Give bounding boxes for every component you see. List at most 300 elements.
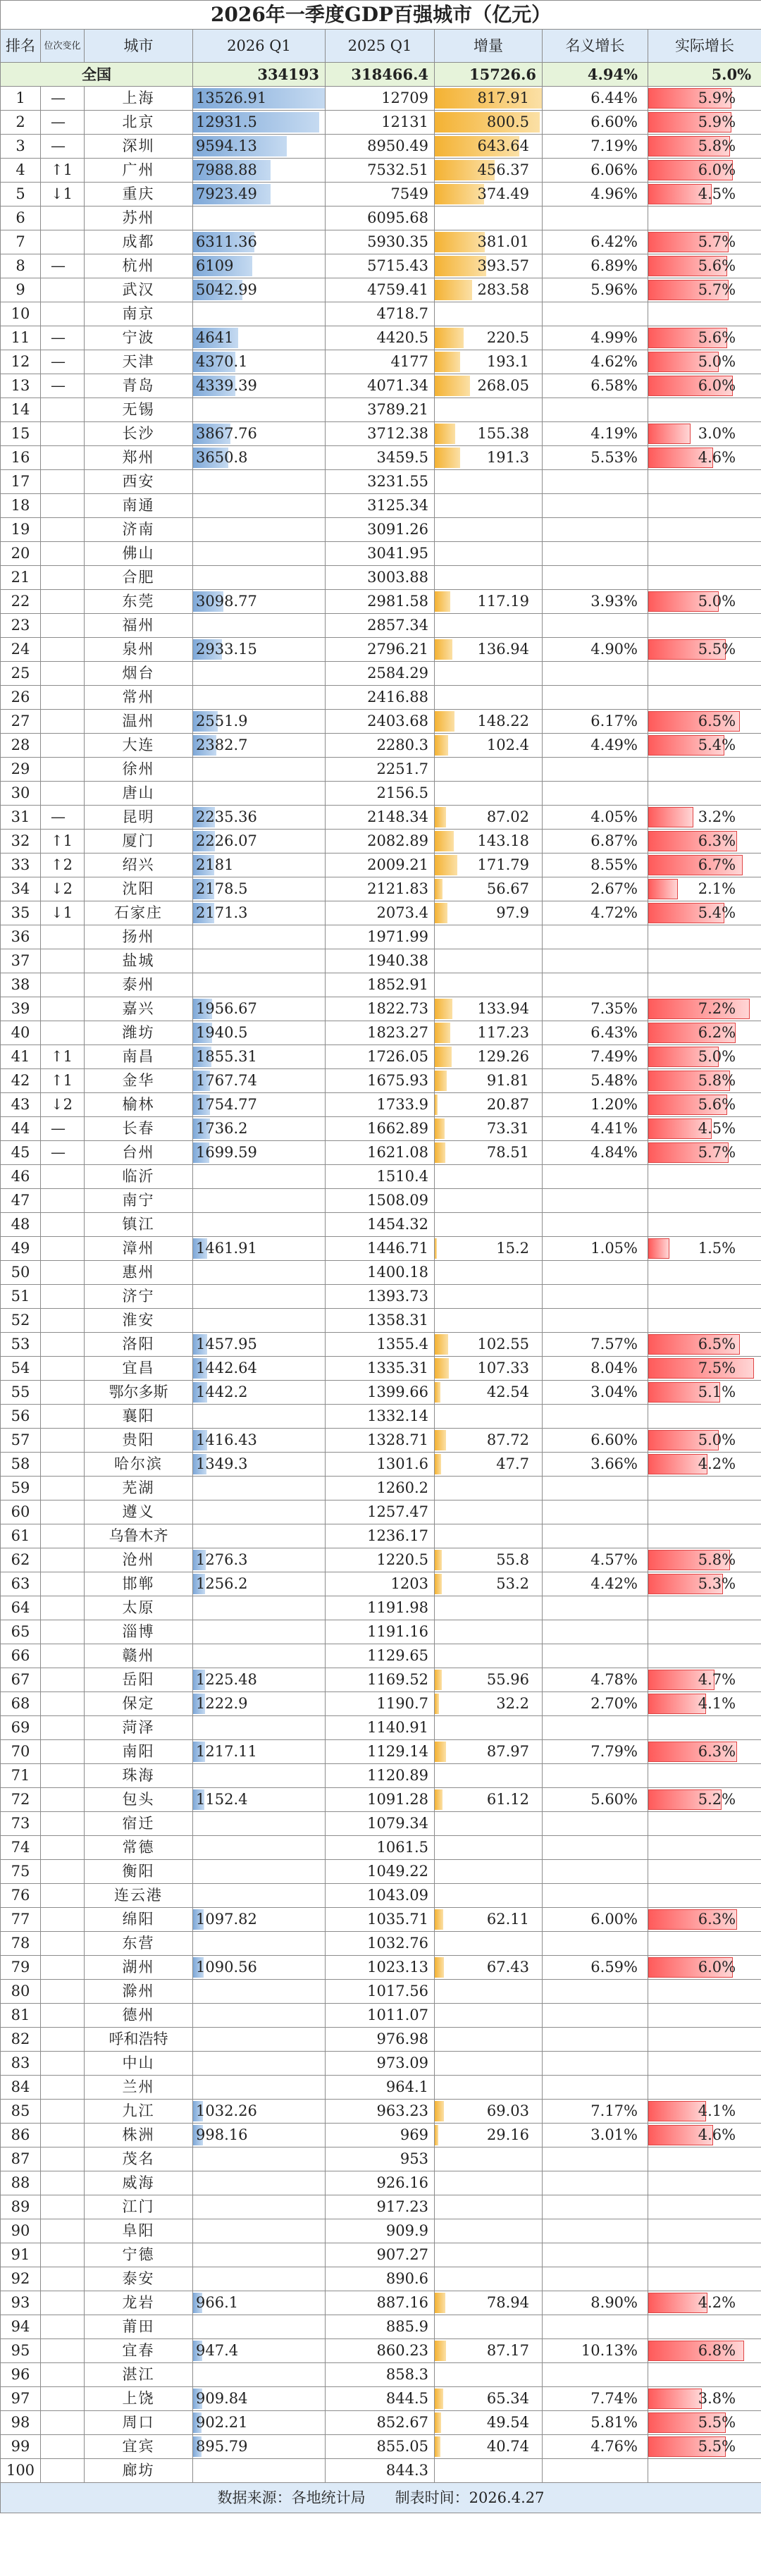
q1-2026-cell	[193, 111, 326, 135]
rank-cell: 56	[1, 1405, 41, 1429]
table-row	[1, 1788, 761, 1812]
increase-cell	[435, 1884, 543, 1908]
real-growth-cell-value: 3.8%	[698, 2390, 736, 2407]
nominal-growth-cell: 4.76%	[543, 2435, 648, 2459]
real-growth-cell	[648, 1764, 761, 1788]
nominal-growth-cell	[543, 1860, 648, 1884]
increase-cell	[435, 1141, 543, 1165]
rank-cell: 4	[1, 159, 41, 183]
city-cell: 淮安	[85, 1309, 193, 1333]
q1-2025-cell: 1120.89	[326, 1764, 435, 1788]
nominal-growth-cell	[543, 973, 648, 997]
national-q1-2025: 318466.4	[326, 63, 435, 87]
increase-cell	[435, 207, 543, 230]
rank-change-cell	[41, 422, 85, 446]
city-cell: 宿迁	[85, 1812, 193, 1836]
city-cell: 嘉兴	[85, 997, 193, 1021]
q1-2025-cell: 1454.32	[326, 1213, 435, 1237]
city-cell: 宁德	[85, 2243, 193, 2267]
national-label: 全国	[1, 63, 193, 87]
q1-2026-cell-value: 1442.64	[196, 1360, 257, 1376]
q1-2026-cell-value: 7988.88	[196, 161, 257, 178]
city-cell: 绍兴	[85, 853, 193, 877]
increase-cell-value: 171.79	[477, 856, 529, 873]
rank-change-cell	[41, 2291, 85, 2315]
q1-2026-cell	[193, 710, 326, 734]
q1-2026-cell	[193, 997, 326, 1021]
increase-bar	[435, 1574, 442, 1594]
city-cell: 湖州	[85, 1956, 193, 1980]
q1-2025-cell: 2121.83	[326, 877, 435, 901]
q1-2025-cell: 1393.73	[326, 1285, 435, 1309]
real-growth-cell	[648, 1524, 761, 1548]
q1-2025-cell: 1023.13	[326, 1956, 435, 1980]
q1-2026-cell	[193, 2171, 326, 2195]
footer-row	[1, 2483, 761, 2513]
city-cell: 深圳	[85, 135, 193, 159]
real-growth-cell-value: 4.2%	[698, 1455, 736, 1472]
rank-change-cell	[41, 2411, 85, 2435]
real-growth-cell	[648, 1093, 761, 1117]
q1-2026-cell-value: 2382.7	[196, 737, 248, 753]
real-growth-cell	[648, 853, 761, 877]
real-growth-cell	[648, 638, 761, 662]
table-row	[1, 326, 761, 350]
increase-bar	[435, 1742, 446, 1762]
rank-change-cell: ↑1	[41, 159, 85, 183]
increase-bar	[435, 1789, 443, 1810]
rank-cell: 85	[1, 2100, 41, 2124]
q1-2025-cell: 2156.5	[326, 782, 435, 806]
increase-bar	[435, 855, 457, 875]
increase-bar	[435, 2436, 440, 2457]
header-increase: 增量	[435, 30, 543, 63]
increase-cell	[435, 374, 543, 398]
rank-cell: 10	[1, 302, 41, 326]
increase-cell	[435, 2219, 543, 2243]
rank-cell: 41	[1, 1045, 41, 1069]
table-row	[1, 1932, 761, 1956]
rank-cell: 25	[1, 662, 41, 686]
rank-cell: 12	[1, 350, 41, 374]
city-cell: 南京	[85, 302, 193, 326]
increase-cell	[435, 1644, 543, 1668]
rank-cell: 62	[1, 1548, 41, 1572]
q1-2025-cell: 963.23	[326, 2100, 435, 2124]
increase-cell	[435, 1189, 543, 1213]
q1-2026-cell	[193, 1716, 326, 1740]
real-growth-cell	[648, 135, 761, 159]
rank-change-cell	[41, 1429, 85, 1453]
real-growth-cell	[648, 566, 761, 590]
table-row	[1, 1381, 761, 1405]
nominal-growth-cell	[543, 1884, 648, 1908]
nominal-growth-cell: 7.79%	[543, 1740, 648, 1764]
real-growth-cell-value: 3.0%	[698, 425, 736, 442]
real-growth-cell	[648, 1477, 761, 1500]
rank-change-cell	[41, 494, 85, 518]
increase-cell-value: 87.02	[486, 808, 529, 825]
city-cell: 金华	[85, 1069, 193, 1093]
q1-2026-cell	[193, 230, 326, 254]
rank-cell: 28	[1, 734, 41, 758]
rank-cell: 72	[1, 1788, 41, 1812]
q1-2026-cell-value: 947.4	[196, 2342, 239, 2359]
table-row	[1, 2315, 761, 2339]
nominal-growth-cell	[543, 566, 648, 590]
q1-2026-cell	[193, 1620, 326, 1644]
q1-2026-cell-value: 1767.74	[196, 1072, 257, 1089]
increase-cell	[435, 1093, 543, 1117]
nominal-growth-cell	[543, 494, 648, 518]
increase-cell-value: 29.16	[486, 2126, 529, 2143]
q1-2026-cell-value: 998.16	[196, 2126, 248, 2143]
increase-cell-value: 32.2	[496, 1695, 529, 1712]
real-growth-cell-value: 5.5%	[698, 641, 736, 658]
q1-2026-cell	[193, 1045, 326, 1069]
q1-2026-cell	[193, 686, 326, 710]
real-growth-cell	[648, 925, 761, 949]
q1-2026-cell	[193, 1812, 326, 1836]
nominal-growth-cell	[543, 2267, 648, 2291]
rank-cell: 86	[1, 2124, 41, 2147]
real-growth-cell	[648, 1668, 761, 1692]
q1-2026-cell	[193, 1644, 326, 1668]
real-growth-cell	[648, 1189, 761, 1213]
table-row	[1, 877, 761, 901]
nominal-growth-cell: 7.35%	[543, 997, 648, 1021]
q1-2026-cell-value: 1222.9	[196, 1695, 248, 1712]
rank-change-cell: —	[41, 111, 85, 135]
q1-2026-cell-value: 1736.2	[196, 1120, 248, 1137]
table-row	[1, 230, 761, 254]
rank-cell: 17	[1, 470, 41, 494]
real-growth-cell	[648, 2363, 761, 2387]
q1-2025-cell: 1049.22	[326, 1860, 435, 1884]
city-cell: 太原	[85, 1596, 193, 1620]
q1-2026-cell	[193, 1069, 326, 1093]
rank-cell: 57	[1, 1429, 41, 1453]
increase-cell-value: 283.58	[477, 281, 529, 298]
real-growth-cell-value: 5.1%	[698, 1383, 736, 1400]
real-growth-cell-value: 4.6%	[698, 449, 736, 466]
table-row	[1, 2219, 761, 2243]
rank-change-cell	[41, 1524, 85, 1548]
increase-cell-value: 42.54	[486, 1383, 529, 1400]
real-growth-bar	[648, 424, 691, 444]
real-growth-cell	[648, 877, 761, 901]
q1-2025-cell: 885.9	[326, 2315, 435, 2339]
table-row	[1, 1908, 761, 1932]
city-cell: 佛山	[85, 542, 193, 566]
city-cell: 芜湖	[85, 1477, 193, 1500]
q1-2025-cell: 917.23	[326, 2195, 435, 2219]
rank-change-cell	[41, 1453, 85, 1477]
increase-cell	[435, 1620, 543, 1644]
q1-2026-cell	[193, 2435, 326, 2459]
rank-cell: 16	[1, 446, 41, 470]
rank-cell: 34	[1, 877, 41, 901]
q1-2025-cell: 1061.5	[326, 1836, 435, 1860]
rank-cell: 23	[1, 614, 41, 638]
rank-cell: 98	[1, 2411, 41, 2435]
q1-2025-cell: 964.1	[326, 2076, 435, 2100]
real-growth-cell	[648, 2147, 761, 2171]
rank-change-cell: ↓1	[41, 183, 85, 207]
city-rows	[1, 87, 761, 2483]
rank-change-cell	[41, 1860, 85, 1884]
increase-cell-value: 643.64	[477, 137, 529, 154]
rank-change-cell	[41, 470, 85, 494]
city-cell: 潍坊	[85, 1021, 193, 1045]
nominal-growth-cell	[543, 302, 648, 326]
city-cell: 绵阳	[85, 1908, 193, 1932]
q1-2026-cell	[193, 949, 326, 973]
rank-change-cell	[41, 230, 85, 254]
rank-cell: 26	[1, 686, 41, 710]
nominal-growth-cell: 3.01%	[543, 2124, 648, 2147]
table-row	[1, 111, 761, 135]
q1-2025-cell: 976.98	[326, 2028, 435, 2052]
rank-cell: 83	[1, 2052, 41, 2076]
q1-2026-cell-value: 4641	[196, 329, 234, 346]
page-title: 2026年一季度GDP百强城市（亿元）	[1, 1, 761, 30]
nominal-growth-cell: 2.67%	[543, 877, 648, 901]
table-row	[1, 853, 761, 877]
city-cell: 长沙	[85, 422, 193, 446]
real-growth-cell	[648, 2219, 761, 2243]
q1-2026-cell	[193, 1021, 326, 1045]
q1-2026-cell-value: 1956.67	[196, 1000, 257, 1017]
increase-cell-value: 107.33	[477, 1360, 529, 1376]
table-row	[1, 1764, 761, 1788]
q1-2026-cell-value: 1855.31	[196, 1048, 257, 1065]
city-cell: 宜春	[85, 2339, 193, 2363]
rank-change-cell	[41, 782, 85, 806]
q1-2025-cell: 1017.56	[326, 1980, 435, 2004]
q1-2025-cell: 1355.4	[326, 1333, 435, 1357]
q1-2026-cell	[193, 734, 326, 758]
nominal-growth-cell: 5.81%	[543, 2411, 648, 2435]
increase-cell-value: 67.43	[486, 1959, 529, 1976]
table-row	[1, 614, 761, 638]
table-row	[1, 2147, 761, 2171]
increase-cell	[435, 2100, 543, 2124]
real-growth-cell-value: 5.7%	[698, 233, 736, 250]
q1-2025-cell: 1043.09	[326, 1884, 435, 1908]
rank-change-cell	[41, 1716, 85, 1740]
increase-cell	[435, 2004, 543, 2028]
increase-bar	[435, 807, 446, 827]
increase-cell	[435, 973, 543, 997]
q1-2026-cell	[193, 1572, 326, 1596]
rank-change-cell	[41, 2052, 85, 2076]
increase-bar	[435, 1023, 450, 1043]
rank-change-cell	[41, 1956, 85, 1980]
city-cell: 惠州	[85, 1261, 193, 1285]
q1-2025-cell: 1335.31	[326, 1357, 435, 1381]
q1-2026-cell	[193, 494, 326, 518]
q1-2026-cell	[193, 2315, 326, 2339]
increase-cell	[435, 2147, 543, 2171]
header-change: 位次变化	[41, 30, 85, 63]
q1-2026-cell-value: 6109	[196, 257, 234, 274]
q1-2025-cell: 844.5	[326, 2387, 435, 2411]
q1-2025-cell: 1236.17	[326, 1524, 435, 1548]
real-growth-cell	[648, 1381, 761, 1405]
increase-cell-value: 143.18	[477, 832, 529, 849]
increase-cell	[435, 1812, 543, 1836]
q1-2025-cell: 2148.34	[326, 806, 435, 830]
rank-change-cell	[41, 614, 85, 638]
real-growth-cell	[648, 901, 761, 925]
nominal-growth-cell	[543, 518, 648, 542]
table-row	[1, 710, 761, 734]
real-growth-bar	[648, 2101, 706, 2121]
real-growth-cell	[648, 207, 761, 230]
city-cell: 盐城	[85, 949, 193, 973]
table-row	[1, 278, 761, 302]
increase-cell	[435, 1500, 543, 1524]
real-growth-cell-value: 5.4%	[698, 737, 736, 753]
increase-cell	[435, 997, 543, 1021]
table-row	[1, 1740, 761, 1764]
table-row	[1, 973, 761, 997]
nominal-growth-cell: 7.19%	[543, 135, 648, 159]
rank-cell: 63	[1, 1572, 41, 1596]
real-growth-cell	[648, 1788, 761, 1812]
q1-2026-cell-value: 1699.59	[196, 1144, 257, 1161]
real-growth-cell	[648, 1237, 761, 1261]
q1-2026-cell	[193, 614, 326, 638]
q1-2026-cell-value: 2235.36	[196, 808, 257, 825]
real-growth-cell	[648, 518, 761, 542]
rank-change-cell	[41, 1884, 85, 1908]
increase-cell-value: 49.54	[486, 2414, 529, 2431]
rank-change-cell: ↑1	[41, 830, 85, 853]
q1-2026-cell-value: 6311.36	[196, 233, 257, 250]
q1-2026-cell	[193, 2411, 326, 2435]
rank-cell: 2	[1, 111, 41, 135]
table-row	[1, 398, 761, 422]
table-row	[1, 901, 761, 925]
table-row	[1, 1812, 761, 1836]
nominal-growth-cell: 4.78%	[543, 1668, 648, 1692]
real-growth-cell-value: 4.1%	[698, 1695, 736, 1712]
real-growth-cell	[648, 2195, 761, 2219]
real-growth-cell	[648, 111, 761, 135]
increase-cell-value: 129.26	[477, 1048, 529, 1065]
city-cell: 无锡	[85, 398, 193, 422]
national-row	[1, 63, 761, 87]
rank-cell: 77	[1, 1908, 41, 1932]
increase-bar	[435, 903, 447, 923]
q1-2026-cell	[193, 590, 326, 614]
nominal-growth-cell	[543, 2195, 648, 2219]
table-row	[1, 2028, 761, 2052]
nominal-growth-cell	[543, 1932, 648, 1956]
real-growth-cell-value: 5.0%	[698, 593, 736, 610]
real-growth-cell-value: 4.1%	[698, 2102, 736, 2119]
rank-change-cell	[41, 1596, 85, 1620]
increase-cell	[435, 278, 543, 302]
increase-cell	[435, 1477, 543, 1500]
increase-cell	[435, 590, 543, 614]
city-cell: 邯郸	[85, 1572, 193, 1596]
city-cell: 株洲	[85, 2124, 193, 2147]
real-growth-cell	[648, 830, 761, 853]
rank-cell: 13	[1, 374, 41, 398]
increase-cell	[435, 1524, 543, 1548]
real-growth-cell-value: 7.5%	[698, 1360, 736, 1376]
city-cell: 包头	[85, 1788, 193, 1812]
nominal-growth-cell: 5.53%	[543, 446, 648, 470]
nominal-growth-cell	[543, 2363, 648, 2387]
city-cell: 石家庄	[85, 901, 193, 925]
increase-cell	[435, 1333, 543, 1357]
real-growth-cell	[648, 1644, 761, 1668]
q1-2025-cell: 1508.09	[326, 1189, 435, 1213]
rank-change-cell	[41, 1620, 85, 1644]
increase-cell	[435, 1596, 543, 1620]
q1-2025-cell: 907.27	[326, 2243, 435, 2267]
rank-change-cell	[41, 1285, 85, 1309]
table-row	[1, 1572, 761, 1596]
real-growth-cell	[648, 2411, 761, 2435]
q1-2025-cell: 3231.55	[326, 470, 435, 494]
national-nominal: 4.94%	[543, 63, 648, 87]
real-growth-cell-value: 5.0%	[698, 1048, 736, 1065]
q1-2025-cell: 1260.2	[326, 1477, 435, 1500]
table-row	[1, 1021, 761, 1045]
q1-2026-cell	[193, 135, 326, 159]
q1-2025-cell: 3789.21	[326, 398, 435, 422]
increase-cell	[435, 830, 543, 853]
increase-bar	[435, 376, 470, 396]
table-row	[1, 87, 761, 111]
real-growth-cell-value: 6.7%	[698, 856, 736, 873]
q1-2026-cell	[193, 1548, 326, 1572]
table-row	[1, 374, 761, 398]
table-row	[1, 1429, 761, 1453]
rank-cell: 8	[1, 254, 41, 278]
nominal-growth-cell: 4.41%	[543, 1117, 648, 1141]
rank-change-cell: —	[41, 350, 85, 374]
q1-2025-cell: 1191.98	[326, 1596, 435, 1620]
national-increase: 15726.6	[435, 63, 543, 87]
increase-cell	[435, 1740, 543, 1764]
increase-bar	[435, 1118, 445, 1139]
increase-bar	[435, 639, 452, 660]
rank-cell: 100	[1, 2459, 41, 2483]
q1-2025-cell: 2857.34	[326, 614, 435, 638]
table-row	[1, 350, 761, 374]
increase-bar	[435, 879, 443, 899]
nominal-growth-cell	[543, 1764, 648, 1788]
source-note: 数据来源：各地统计局 制表时间：2026.4.27	[1, 2483, 761, 2513]
rank-cell: 33	[1, 853, 41, 877]
q1-2026-cell-value: 909.84	[196, 2390, 248, 2407]
table-row	[1, 2243, 761, 2267]
q1-2025-cell: 1301.6	[326, 1453, 435, 1477]
rank-cell: 29	[1, 758, 41, 782]
increase-bar	[435, 591, 450, 612]
q1-2025-cell: 12131	[326, 111, 435, 135]
q1-2025-cell: 1079.34	[326, 1812, 435, 1836]
real-growth-cell	[648, 446, 761, 470]
nominal-growth-cell	[543, 1405, 648, 1429]
q1-2025-cell: 7549	[326, 183, 435, 207]
